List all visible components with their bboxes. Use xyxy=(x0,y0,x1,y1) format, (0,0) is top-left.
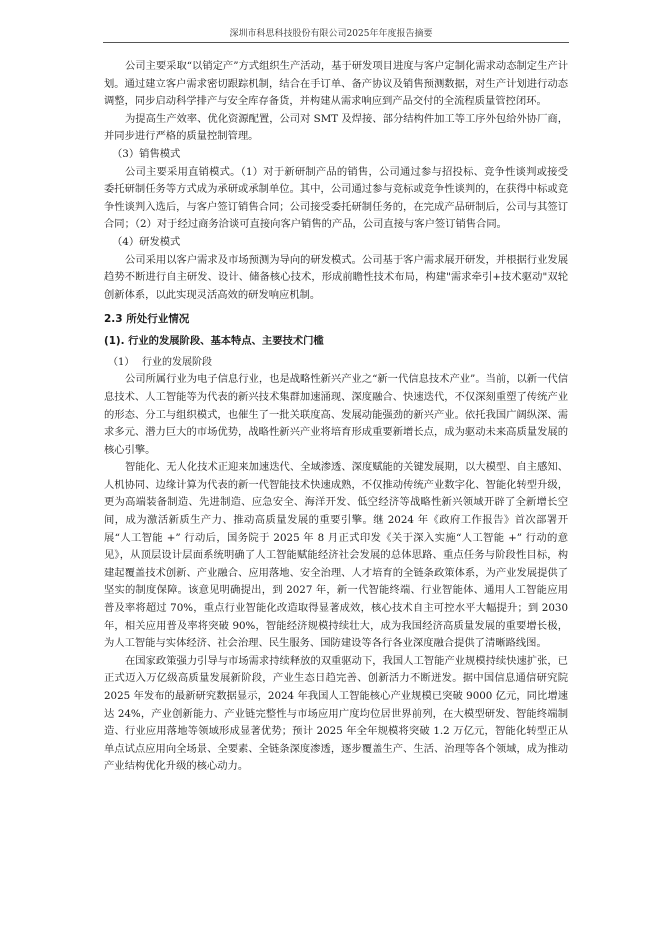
document-body xyxy=(104,58,568,776)
ai-market-paragraph: 在国家政策强力引导与市场需求持续释放的双重驱动下，我国人工智能产业规模持续快速扩张，已正式迈入万亿级高质量发展新阶段，产业生态日趋完善、创新活力不断迸发。据中国信息通信研究院 2025 年发布的最新研究数据显示，2024 年我国人工智能核心产业规模已突破 9000 亿元，同比增速达 24%，产业创新能力、产业链完整性与市场应用广度均位居世界前列，在大模型研发、智能终端制造、行业应用落地等领域形成显著优势；预计 2025 年全年规模将突破 1.2 万亿元，智能化转型正从单点试点应用向全场景、全要素、全链条深度渗透，逐步覆盖生产、生活、治理等各个领域，成为推动产业结构优化升级的核心动力。 xyxy=(104,654,568,773)
sales-mode-paragraph: 公司主要采用直销模式。（1）对于新研制产品的销售，公司通过参与招投标、竞争性谈判或接受委托研制任务等方式成为承研或承制单位。其中，公司通过参与竞标或竞争性谈判的，在获得中标或竞争性谈判入选后，与客户签订销售合同；公司接受委托研制任务的，在完成产品研制后，公司与其签订合同；（2）对于经过商务洽谈可直接向客户销售的产品，公司直接与客户签订销售合同。 xyxy=(104,165,568,231)
item-number: （1） xyxy=(108,357,135,369)
header-divider xyxy=(103,42,569,43)
development-stage-heading xyxy=(104,354,568,371)
page-header: 深圳市科思科技股份有限公司2025年年度报告摘要 xyxy=(229,29,433,39)
industry-paragraph: 公司所属行业为电子信息行业，也是战略性新兴产业之“新一代信息技术产业”。当前，以新一代信息技术、人工智能等为代表的新兴技术集群加速涌现、深度融合、快速迭代，不仅深刻重塑了传统产业的形态、分工与组织模式，也催生了一批关联度高、发展动能强劲的新兴产业。依托我国广阔纵深、需求多元、潜力巨大的市场优势，战略性新兴产业将培育形成重要新增长点，成为驱动未来高质量发展的核心引擎。 xyxy=(104,373,568,456)
sales-mode-heading: （3）销售模式 xyxy=(112,147,181,160)
rd-mode-heading: （4）研发模式 xyxy=(112,235,181,248)
subsection-heading: (1). 行业的发展阶段、基本特点、主要技术门槛 xyxy=(104,335,324,348)
ai-policy-paragraph: 智能化、无人化技术正迎来加速迭代、全域渗透、深度赋能的关键发展期，以大模型、自主感知、人机协同、边缘计算为代表的新一代智能技术快速成熟，不仅推动传统产业数字化、智能化转型升级，更为高端装备制造、先进制造、应急安全、海洋开发、低空经济等战略性新兴领域开辟了全新增长空间，成为激活新质生产力、推动高质量发展的重要引擎。继 2024 年《政府工作报告》首次部署开展“人工智能 +” 行动后，国务院于 2025 年 8 月正式印发《关于深入实施“人工智能 +” 行动的意见》，从顶层设计层面系统明确了人工智能赋能经济社会发展的总体思路、重点任务与阶段性目标，构建起覆盖技术创新、产业融合、应用落地、安全治理、人才培育的全链条政策体系，为产业发展提供了坚实的制度保障。该意见明确提出，到 2027 年，新一代智能终端、行业智能体、通用人工智能应用普及率将超过 70%，重点行业智能化改造取得显著成效，核心技术自主可控水平大幅提升；到 2030 年，相关应用普及率将突破 90%，智能经济规模持续壮大，成为我国经济高质量发展的重要增长极，为人工智能与实体经济、社会治理、民生服务、国防建设等各行各业深度融合提供了清晰路线图。 xyxy=(104,461,568,650)
outsourcing-paragraph: 为提高生产效率、优化资源配置，公司对 SMT 及焊接、部分结构件加工等工序外包给外协厂商，并同步进行严格的质量控制管理。 xyxy=(104,112,568,143)
production-mode-paragraph: 公司主要采取“以销定产”方式组织生产活动，基于研发项目进度与客户定制化需求动态制定生产计划。通过建立客户需求密切跟踪机制，结合在手订单、备产协议及销售预测数据，对生产计划进行动态调整，同步启动科学排产与安全库存备货，并构建从需求响应到产品交付的全流程质量管控闭环。 xyxy=(104,60,568,108)
section-heading: 2.3 所处行业情况 xyxy=(104,313,190,326)
rd-mode-paragraph: 公司采用以客户需求及市场预测为导向的研发模式。公司基于客户需求展开研发，并根据行业发展趋势不断进行自主研发、设计、储备核心技术，形成前瞻性技术布局，构建"需求牵引+技术驱动"双轮创新体系，以此实现灵活高效的研发响应机制。 xyxy=(104,253,568,301)
item-title: 行业的发展阶段 xyxy=(142,357,212,369)
